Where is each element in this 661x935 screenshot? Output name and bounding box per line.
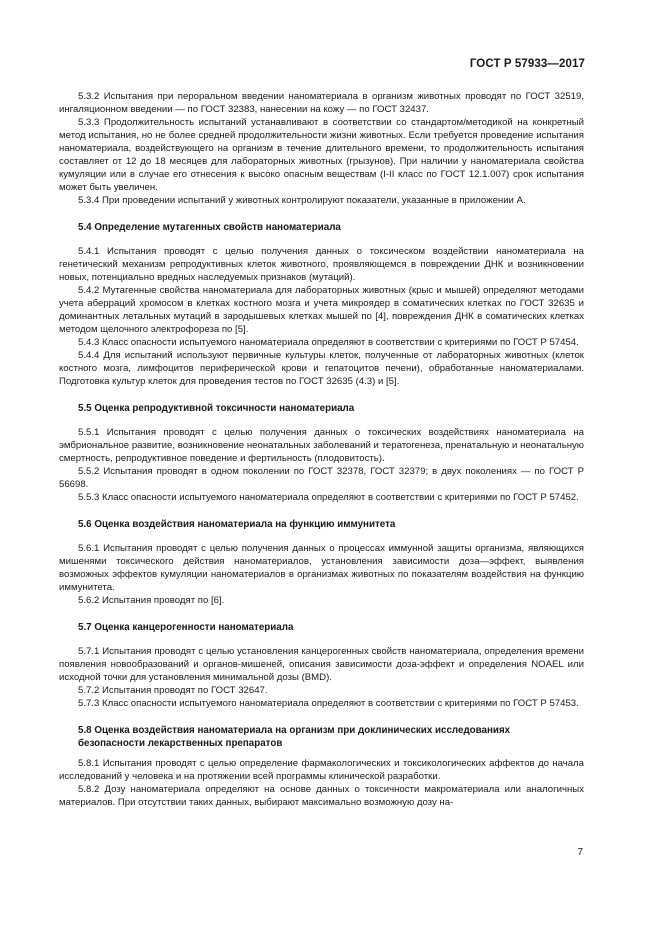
paragraph: 5.4.2 Мутагенные свойства наноматериала для лабораторных животных (крыс и мышей) определяют методами учета аберраций хромосом в клетках костного мозга и учета микроядер в соматических клетках по ГОСТ 32635 и доминантных летальных мутаций в зародышевых клетках мышей по [4], повреждения ДНК в соматических клетках методом щелочного электрофореза по [5]. bbox=[59, 285, 584, 335]
section-heading: 5.4 Определение мутагенных свойств наноматериала bbox=[78, 222, 341, 233]
paragraph: 5.4.4 Для испытаний используют первичные культуры клеток, полученные от лабораторных животных (клеток костного мозга, лимфоцитов периферической крови и гепатоцитов печени), обработанные наноматериалами. Подготовка культур клеток для проведения тестов по ГОСТ 32635 (4.3) и [5]. bbox=[59, 350, 584, 387]
section-heading: 5.6 Оценка воздействия наноматериала на функцию иммунитета bbox=[78, 519, 396, 530]
paragraph: 5.3.2 Испытания при пероральном введении наноматериала в организм животных проводят по ГОСТ 32519, ингаляционном введении — по ГОСТ 32383, нанесении на кожу — по ГОСТ 32437. bbox=[59, 91, 584, 115]
section-heading: 5.7 Оценка канцерогенности наноматериала bbox=[78, 622, 294, 633]
paragraph: 5.7.3 Класс опасности испытуемого наноматериала определяют в соответствии с критериями по ГОСТ Р 57453. bbox=[78, 698, 579, 709]
paragraph: 5.7.2 Испытания проводят по ГОСТ 32647. bbox=[78, 685, 268, 696]
paragraph: 5.6.1 Испытания проводят с целью получения данных о процессах иммунной защиты организма, являющихся мишенями токсического действия наноматериалов, установления зависимости доза—эффект, выявления возможных эффектов кумуляции наноматериалов в организмах животных по показателям воздействия на функцию иммунитета. bbox=[59, 543, 584, 593]
paragraph: 5.5.3 Класс опасности испытуемого наноматериала определяют в соответствии с критериями по ГОСТ Р 57452. bbox=[78, 492, 579, 503]
paragraph: 5.3.4 При проведении испытаний у животных контролируют показатели, указанные в приложении А. bbox=[78, 195, 526, 206]
paragraph: 5.5.2 Испытания проводят в одном поколении по ГОСТ 32378, ГОСТ 32379; в двух поколениях — по ГОСТ Р 56698. bbox=[59, 466, 584, 490]
paragraph: 5.4.3 Класс опасности испытуемого наноматериала определяют в соответствии с критериями по ГОСТ Р 57454. bbox=[78, 337, 579, 348]
section-heading: 5.5 Оценка репродуктивной токсичности наноматериала bbox=[78, 403, 355, 414]
paragraph: 5.5.1 Испытания проводят с целью получения данных о токсических воздействиях наноматериала на эмбриональное развитие, возникновение неонатальных заболеваний и тератогенеза, пренатальную и неонатальную смертность, репродуктивное поведение и фертильность (плодовитость). bbox=[59, 427, 584, 464]
paragraph: 5.3.3 Продолжительность испытаний устанавливают в соответствии со стандартом/методикой на конкретный метод испытания, но не более средней продолжительности жизни животных. Если требуется проведение испытания наноматериала, воздействующего на организм в течение длительного времени, то продолжительность испытания составляет от 12 до 18 месяцев для лабораторных животных (грызунов). При наличии у наноматериала свойства кумуляции или в случае его отнесения к высоко опасным веществам (I-II класс по ГОСТ 12.1.007) срок испытания может быть увеличен. bbox=[59, 117, 584, 193]
section-heading bbox=[59, 710, 584, 757]
section-heading-line: безопасности лекарственных препаратов bbox=[78, 738, 283, 749]
section-heading-line: 5.8 Оценка воздействия наноматериала на организм при доклинических исследованиях bbox=[78, 725, 511, 736]
page-number: 7 bbox=[577, 847, 583, 858]
paragraph: 5.8.2 Дозу наноматериала определяют на основе данных о токсичности макроматериала или аналогичных материалов. При отсутствии таких данных, выбирают максимально возможную дозу на- bbox=[59, 784, 584, 808]
paragraph: 5.6.2 Испытания проводят по [6]. bbox=[78, 595, 225, 606]
document-body bbox=[59, 90, 584, 809]
paragraph: 5.4.1 Испытания проводят с целью получения данных о токсическом воздействии наноматериала на генетический механизм репродуктивных клеток животного, проявляющемся в повреждении ДНК и возникновении новых, потенциально вредных наследуемых признаков (мутаций). bbox=[59, 246, 584, 283]
document-header: ГОСТ Р 57933—2017 bbox=[469, 58, 585, 70]
paragraph: 5.8.1 Испытания проводят с целью определение фармакологических и токсикологических аффектов до начала исследований у человека и на протяжении всей программы клинической разработки. bbox=[59, 758, 584, 782]
paragraph: 5.7.1 Испытания проводят с целью установления канцерогенных свойств наноматериала, определения времени появления новообразований и органов-мишеней, описания зависимости доза-эффект и определения NOAEL или исходной точки для установления минимальной дозы (BMD). bbox=[59, 646, 584, 683]
